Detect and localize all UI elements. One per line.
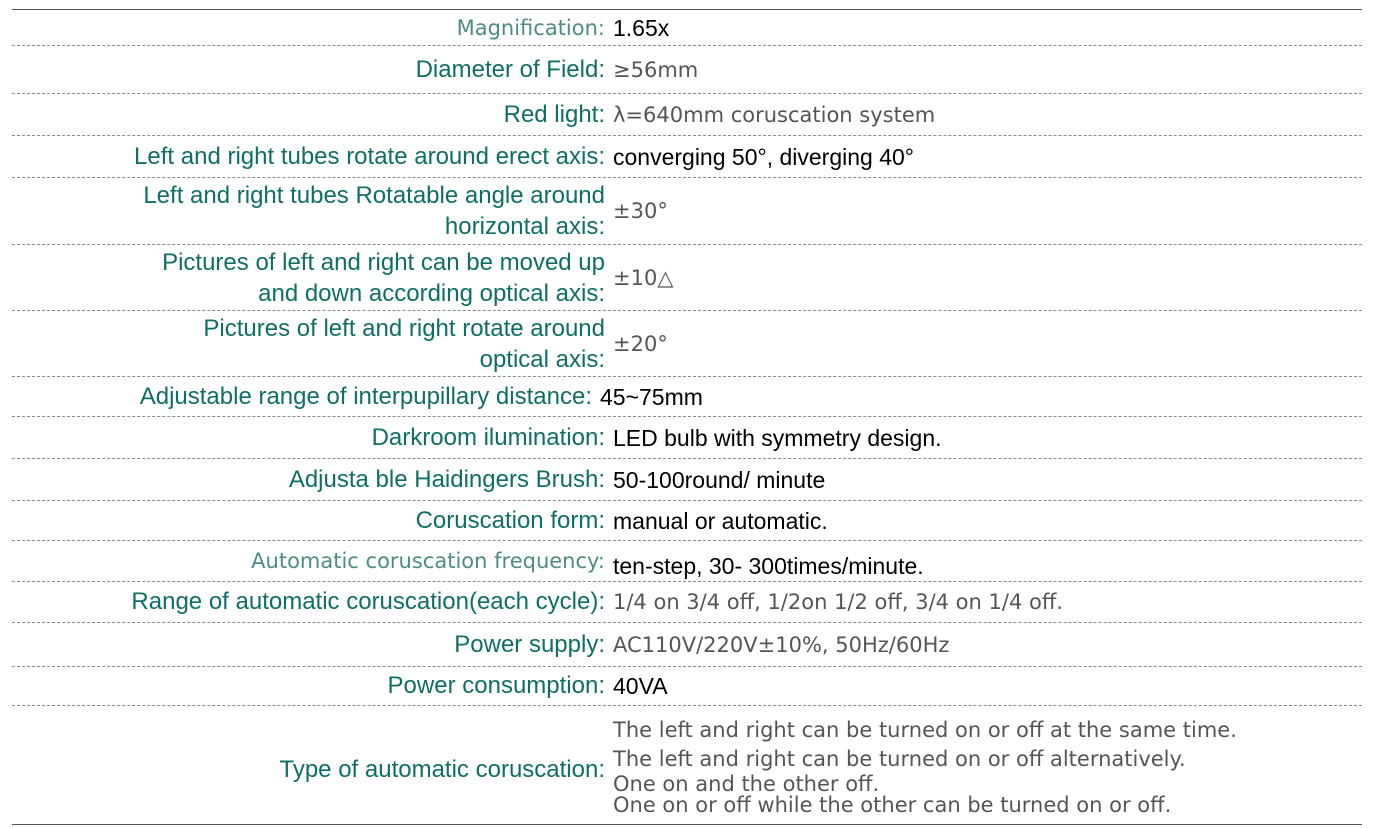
spec-label: Power consumption: (387, 672, 605, 699)
spec-value: 1/4 on 3/4 off, 1/2on 1/2 off, 3/4 on 1/4 off. (613, 590, 1063, 614)
spec-value: 45~75mm (600, 383, 703, 410)
spec-row-darkroom (12, 417, 1362, 459)
spec-table (12, 9, 1362, 825)
spec-value-line: The left and right can be turned on or off at the same time. (613, 718, 1237, 742)
spec-row-magnification (12, 10, 1362, 46)
spec-row-move-up-down (12, 245, 1362, 311)
spec-value: λ=640mm coruscation system (613, 102, 936, 127)
spec-value: 1.65x (613, 14, 670, 41)
spec-label-line: Pictures of left and right can be moved up (162, 248, 605, 276)
spec-row-diameter (12, 46, 1362, 94)
spec-value: ten-step, 30- 300times/minute. (613, 553, 924, 579)
spec-row-red-light (12, 94, 1362, 136)
spec-label: Coruscation form: (415, 506, 605, 534)
spec-label-line: Left and right tubes Rotatable angle around (143, 182, 605, 209)
spec-row-coruscation-range (12, 582, 1362, 623)
spec-value: AC110V/220V±10%, 50Hz/60Hz (613, 632, 950, 657)
spec-row-rotate-optical-axis (12, 311, 1362, 377)
spec-label: Adjusta ble Haidingers Brush: (288, 465, 605, 493)
spec-row-interpupillary (12, 377, 1362, 417)
spec-value-line: One on and the other off. (613, 772, 880, 796)
spec-label (12, 180, 605, 242)
spec-row-horizontal-axis (12, 178, 1362, 245)
spec-value: 50-100round/ minute (613, 466, 826, 493)
spec-label: Darkroom ilumination: (371, 423, 605, 451)
spec-value: ±10△ (613, 265, 674, 290)
spec-label: Diameter of Field: (415, 55, 605, 83)
spec-row-erect-axis (12, 136, 1362, 178)
spec-value: ±20° (613, 331, 668, 356)
spec-label: Left and right tubes rotate around erect axis: (134, 142, 605, 170)
spec-label: Red light: (503, 100, 605, 128)
spec-value-line: The left and right can be turned on or off alternatively. (613, 747, 1186, 771)
spec-label-line: optical axis: (479, 345, 605, 373)
spec-value: 40VA (613, 673, 668, 699)
spec-value (605, 714, 1362, 816)
spec-row-coruscation-frequency (12, 541, 1362, 582)
spec-label: Type of automatic coruscation: (279, 756, 605, 783)
spec-value: manual or automatic. (613, 507, 828, 534)
spec-label-line: and down according optical axis: (258, 279, 605, 307)
spec-value: converging 50°, diverging 40° (613, 143, 914, 170)
spec-label (12, 247, 605, 309)
spec-label (12, 313, 605, 375)
spec-label-line: horizontal axis: (444, 213, 605, 240)
spec-row-power-supply (12, 623, 1362, 667)
spec-value: LED bulb with symmetry design. (613, 424, 942, 451)
spec-value: ≥56mm (613, 57, 699, 82)
spec-row-power-consumption (12, 667, 1362, 706)
spec-label: Adjustable range of interpupillary distance: (139, 382, 592, 410)
spec-value-line: One on or off while the other can be turned on or off. (613, 793, 1172, 817)
spec-label: Range of automatic coruscation(each cycle): (131, 588, 605, 615)
spec-row-coruscation-type (12, 706, 1362, 824)
spec-label: Power supply: (454, 630, 605, 658)
spec-value: ±30° (613, 199, 668, 223)
spec-label-line: Pictures of left and right rotate around (203, 314, 605, 342)
spec-row-haidinger (12, 459, 1362, 501)
spec-label: Automatic coruscation frequency: (251, 549, 605, 573)
spec-row-coruscation-form (12, 501, 1362, 541)
spec-label: Magnification: (456, 15, 605, 40)
